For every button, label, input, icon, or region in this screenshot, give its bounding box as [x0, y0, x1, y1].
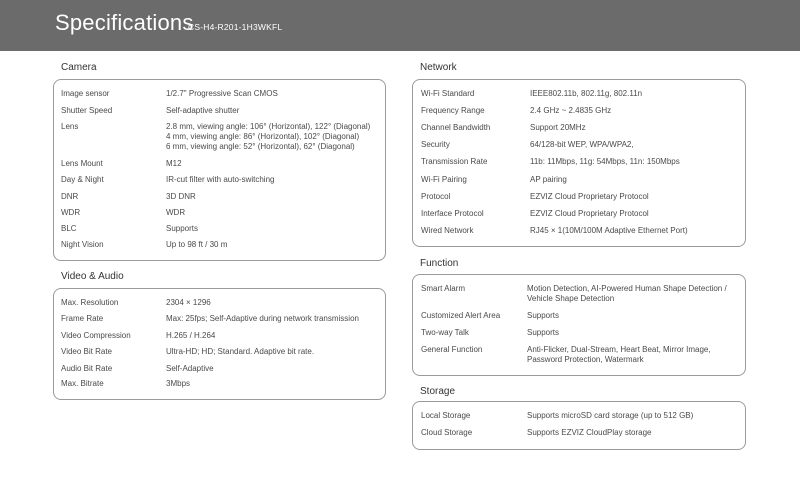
model-number: CS-H4-R201-1H3WKFL — [188, 22, 283, 32]
spec-value-line: Motion Detection, AI-Powered Human Shape Detection / — [527, 284, 727, 293]
spec-label: Max. Resolution — [61, 298, 119, 307]
spec-value-line: 6 mm, viewing angle: 52° (Horizontal), 62° (Diagonal) — [166, 142, 355, 151]
spec-label: Wired Network — [421, 226, 474, 235]
spec-value — [527, 345, 711, 365]
spec-value: 64/128-bit WEP, WPA/WPA2, — [530, 140, 634, 149]
header-bar — [0, 0, 800, 51]
spec-value-line: 4 mm, viewing angle: 86° (Horizontal), 102° (Diagonal) — [166, 132, 360, 141]
spec-label: General Function — [421, 345, 483, 354]
spec-value-line: Password Protection, Watermark — [527, 355, 644, 364]
spec-label: Day & Night — [61, 175, 104, 184]
section-title-camera: Camera — [61, 62, 97, 73]
spec-value: Support 20MHz — [530, 123, 586, 132]
spec-value: IR-cut filter with auto-switching — [166, 175, 275, 184]
spec-label: BLC — [61, 224, 77, 233]
spec-label: Cloud Storage — [421, 428, 473, 437]
spec-label: DNR — [61, 192, 79, 201]
spec-value: 1/2.7" Progressive Scan CMOS — [166, 89, 278, 98]
spec-value: 2.4 GHz ~ 2.4835 GHz — [530, 106, 612, 115]
spec-value-line: Vehicle Shape Detection — [527, 294, 615, 303]
storage-spec-box — [412, 401, 746, 450]
spec-label: Image sensor — [61, 89, 110, 98]
spec-label: Two-way Talk — [421, 328, 469, 337]
spec-value: 2304 × 1296 — [166, 298, 211, 307]
spec-label: Interface Protocol — [421, 209, 484, 218]
spec-value: Supports — [527, 328, 560, 337]
spec-label: Local Storage — [421, 411, 471, 420]
spec-label: Lens — [61, 122, 79, 131]
spec-value: H.265 / H.264 — [166, 331, 216, 340]
spec-value: EZVIZ Cloud Proprietary Protocol — [530, 192, 649, 201]
spec-label: Smart Alarm — [421, 284, 466, 293]
spec-value: Max: 25fps; Self-Adaptive during network transmission — [166, 314, 359, 323]
spec-value: Self-Adaptive — [166, 364, 214, 373]
spec-label: WDR — [61, 208, 81, 217]
spec-value-line: 2.8 mm, viewing angle: 106° (Horizontal), 122° (Diagonal) — [166, 122, 371, 131]
spec-value: Supports microSD card storage (up to 512 GB) — [527, 411, 694, 420]
spec-label: Shutter Speed — [61, 106, 113, 115]
spec-label: Video Bit Rate — [61, 347, 112, 356]
spec-value: Self-adaptive shutter — [166, 106, 240, 115]
spec-value: IEEE802.11b, 802.11g, 802.11n — [530, 89, 643, 98]
network-spec-box — [412, 79, 746, 247]
spec-label: Lens Mount — [61, 159, 103, 168]
spec-value: 11b: 11Mbps, 11g: 54Mbps, 11n: 150Mbps — [530, 157, 680, 166]
spec-value: Supports — [166, 224, 199, 233]
section-title-function: Function — [420, 258, 459, 269]
section-title-network: Network — [420, 62, 457, 73]
video-audio-spec-box — [53, 288, 386, 400]
spec-label: Frequency Range — [421, 106, 485, 115]
spec-value: Supports EZVIZ CloudPlay storage — [527, 428, 652, 437]
spec-label: Video Compression — [61, 331, 131, 340]
section-title-video-audio: Video & Audio — [61, 271, 124, 282]
page-title: Specifications — [55, 10, 194, 35]
camera-spec-box — [53, 79, 386, 261]
spec-label: Transmission Rate — [421, 157, 488, 166]
spec-value: Ultra-HD; HD; Standard. Adaptive bit rate. — [166, 347, 315, 356]
spec-label: Audio Bit Rate — [61, 364, 113, 373]
spec-value: Up to 98 ft / 30 m — [166, 240, 228, 249]
spec-value-line: Anti-Flicker, Dual-Stream, Heart Beat, Mirror Image, — [527, 345, 711, 354]
spec-value: WDR — [166, 208, 186, 217]
spec-label: Wi-Fi Pairing — [421, 175, 467, 184]
spec-value: M12 — [166, 159, 182, 168]
function-spec-box — [412, 274, 746, 376]
spec-label: Customized Alert Area — [421, 311, 501, 320]
spec-value: 3D DNR — [166, 192, 196, 201]
spec-value — [166, 122, 370, 152]
spec-label: Wi-Fi Standard — [421, 89, 475, 98]
spec-label: Protocol — [421, 192, 451, 201]
spec-value — [527, 284, 727, 304]
spec-value: 3Mbps — [166, 379, 191, 388]
spec-value: AP pairing — [530, 175, 567, 184]
spec-label: Max. Bitrate — [61, 379, 104, 388]
spec-label: Channel Bandwidth — [421, 123, 491, 132]
spec-value: Supports — [527, 311, 560, 320]
spec-value: RJ45 × 1(10M/100M Adaptive Ethernet Port) — [530, 226, 688, 235]
spec-label: Security — [421, 140, 450, 149]
spec-value: EZVIZ Cloud Proprietary Protocol — [530, 209, 649, 218]
spec-label: Night Vision — [61, 240, 104, 249]
spec-label: Frame Rate — [61, 314, 104, 323]
section-title-storage: Storage — [420, 386, 456, 397]
